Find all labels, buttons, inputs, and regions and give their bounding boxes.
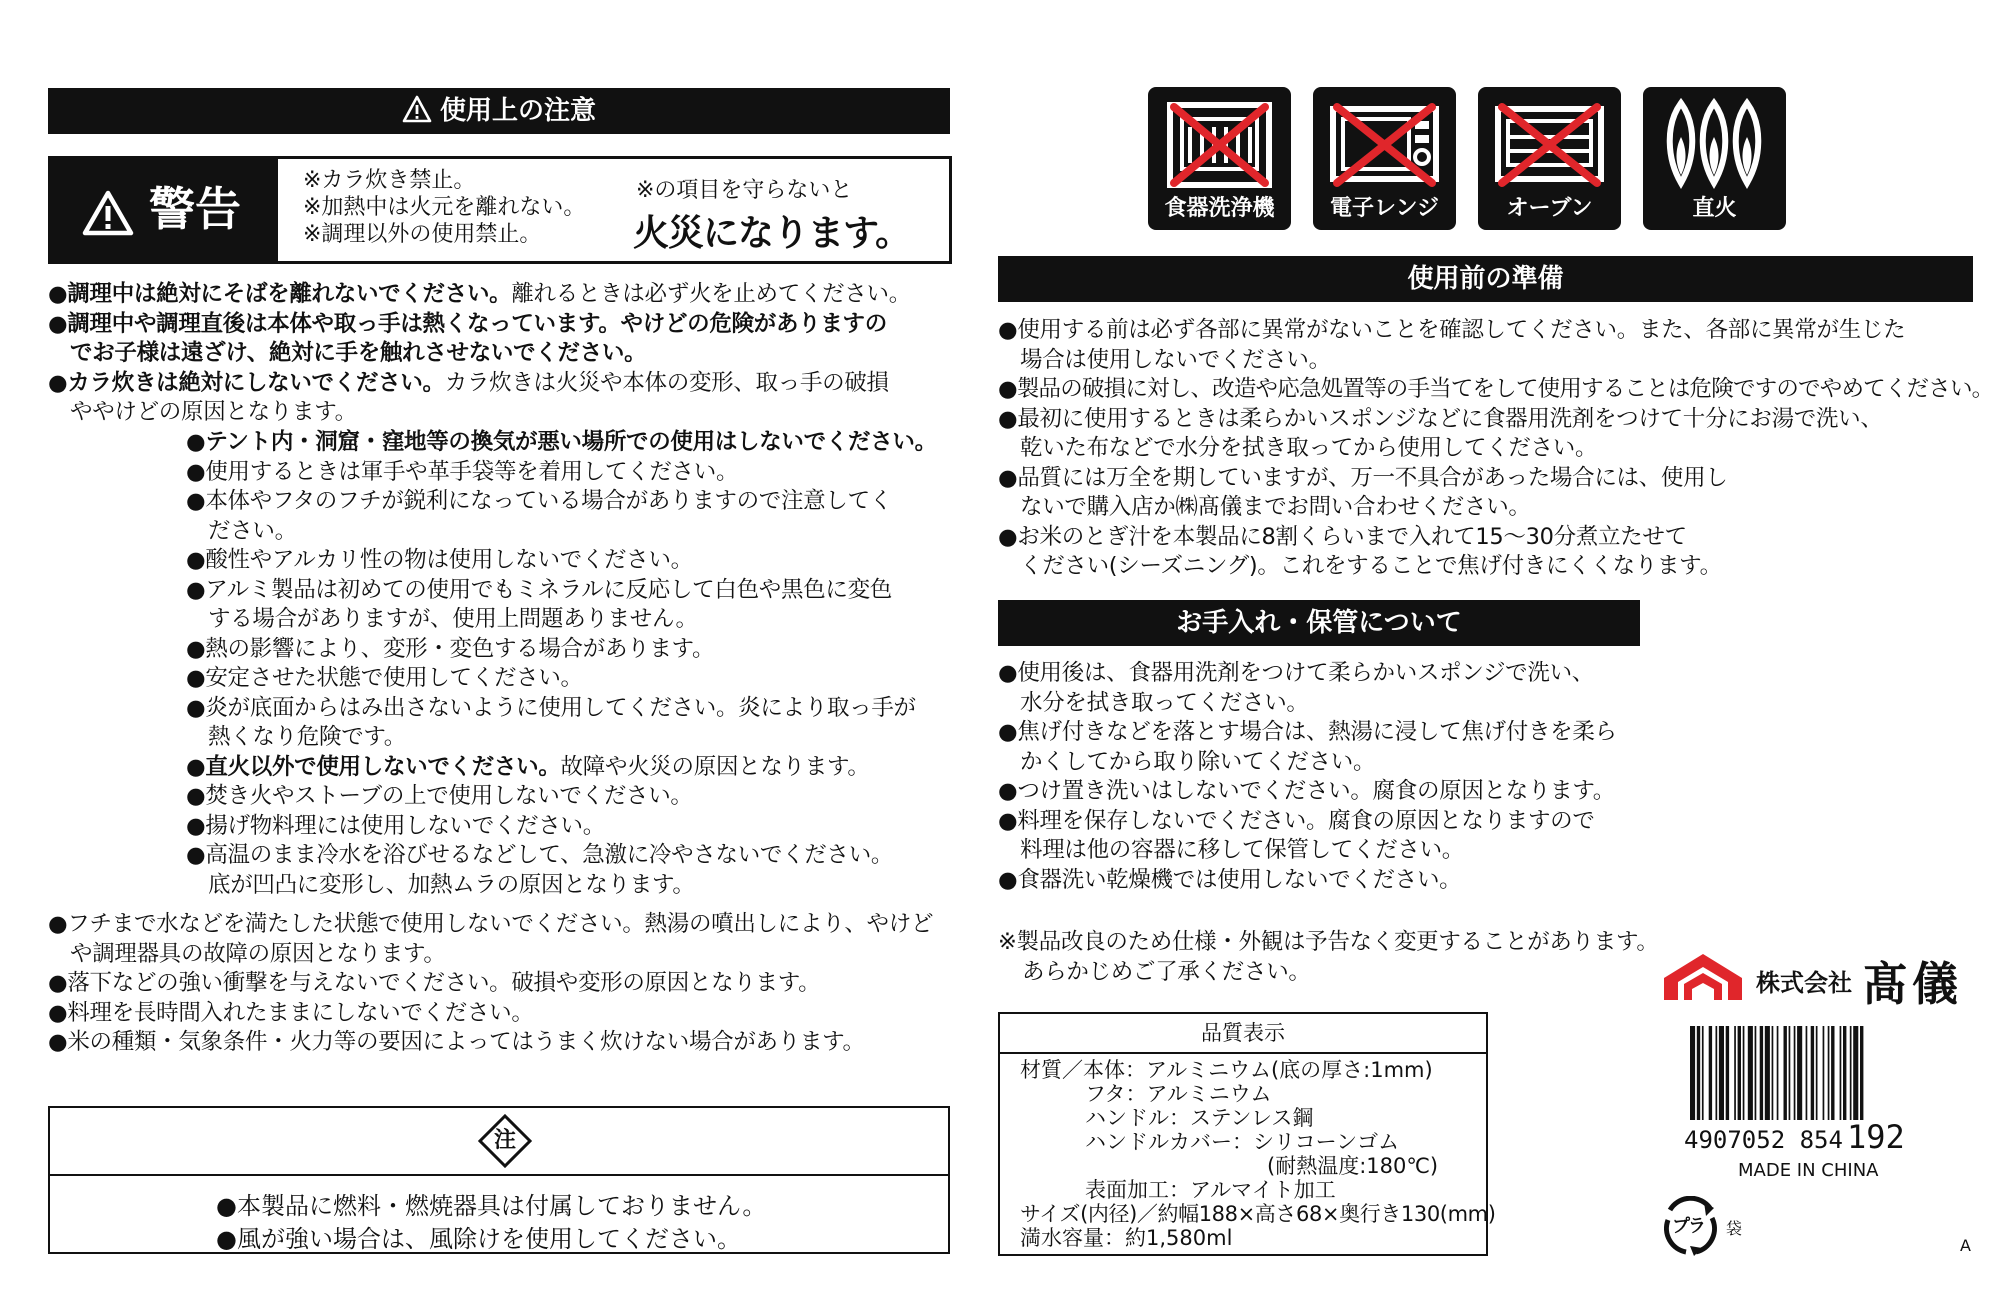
warning-line-1: ※カラ炊き禁止。 <box>303 168 476 193</box>
list-item: ●高温のまま冷水を浴びせるなどして、急激に冷やさないでください。 <box>186 842 894 868</box>
list-item: ●落下などの強い衝撃を与えないでください。破損や変形の原因となります。 <box>48 970 821 996</box>
list-item: ●調理中は絶対にそばを離れないでください。離れるときは必ず火を止めてください。 <box>48 281 911 307</box>
icon-label: 電子レンジ <box>1330 196 1439 221</box>
quality-line: フタ：アルミニウム <box>1085 1082 1272 1106</box>
quality-line: 材質／本体：アルミニウム(底の厚さ:1mm) <box>1020 1058 1433 1082</box>
list-item: ●食器洗い乾燥機では使用しないでください。 <box>998 866 1462 893</box>
list-item: ●テント内・洞窟・窪地等の換気が悪い場所での使用はしないでください。 <box>186 429 937 455</box>
list-item: ●使用する前は必ず各部に異常がないことを確認してください。また、各部に異常が生じた <box>998 317 1906 343</box>
prep-list <box>998 316 1994 582</box>
care-list <box>998 659 1658 895</box>
warning-right-small: ※の項目を守らないと <box>636 178 853 203</box>
list-item: ●揚げ物料理には使用しないでください。 <box>186 812 605 839</box>
list-item: ●安定させた状態で使用してください。 <box>186 665 583 691</box>
icon-label: オーブン <box>1506 196 1593 221</box>
quality-line: (耐熱温度:180℃) <box>1267 1154 1439 1178</box>
list-item: ●本体やフタのフチが鋭利になっている場合がありますので注意してく <box>186 488 892 514</box>
list-item-cont: ださい。 <box>208 517 297 544</box>
list-item: ●料理を保存しないでください。腐食の原因となりますので <box>998 807 1595 834</box>
list-item-cont: 場合は使用しないでください。 <box>1020 346 1331 373</box>
list-item: ●米の種類・気象条件・火力等の要因によってはうまく炊けない場合があります。 <box>48 1029 865 1055</box>
quality-line: 満水容量：約1,580ml <box>1020 1226 1233 1250</box>
warning-line-3: ※調理以外の使用禁止。 <box>303 222 542 247</box>
quality-title: 品質表示 <box>1000 1014 1486 1054</box>
notice-line-1: ※製品改良のため仕様・外観は予告なく変更することがあります。 <box>998 929 1659 955</box>
list-item-cont: や調理器具の故障の原因となります。 <box>70 940 446 967</box>
icon-label: 食器洗浄機 <box>1164 196 1275 221</box>
list-item: ●酸性やアルカリ性の物は使用しないでください。 <box>186 547 693 573</box>
note-symbol: 注 <box>493 1128 516 1153</box>
caution-main-list <box>48 280 953 428</box>
caution-bottom-list <box>48 910 953 1058</box>
list-item-cont: 水分を拭き取ってください。 <box>1020 689 1309 716</box>
warning-triangle-icon <box>81 189 135 241</box>
list-item: ●直火以外で使用しないでください。故障や火災の原因となります。 <box>186 753 870 780</box>
barcode <box>1690 1026 1940 1120</box>
list-item: ●料理を長時間入れたままにしないでください。 <box>48 999 534 1026</box>
quality-line: 表面加工：アルマイト加工 <box>1085 1178 1336 1202</box>
list-item: ●カラ炊きは絶対にしないでください。カラ炊きは火災や本体の変形、取っ手の破損 <box>48 369 889 396</box>
flame-icon <box>1657 97 1772 192</box>
notice-line-2: あらかじめご了承ください。 <box>1022 959 1311 985</box>
dishwasher-icon <box>1162 97 1277 192</box>
recycle-mark-text: プラ <box>1672 1216 1704 1237</box>
list-item-cont: ください(シーズニング)。これをすることで焦げ付きにくくなります。 <box>1020 553 1722 579</box>
warning-triangle-icon <box>402 92 432 138</box>
brand-logo-icon <box>1662 950 1744 1008</box>
caution-sub-list <box>186 428 956 900</box>
warning-title: 警告 <box>149 182 241 236</box>
list-item-cont: 底が凹凸に変形し、加熱ムラの原因となります。 <box>208 871 695 898</box>
list-item-cont: でお子様は遠ざけ、絶対に手を触れさせないでください。 <box>70 340 647 366</box>
warning-right-big: 火災になります。 <box>633 213 911 254</box>
care-header: お手入れ・保管について <box>998 600 1640 646</box>
microwave-icon <box>1327 97 1442 192</box>
list-item: ●炎が底面からはみ出さないように使用してください。炎により取っ手が <box>186 694 916 721</box>
icon-oven <box>1478 87 1621 230</box>
oven-icon <box>1492 97 1607 192</box>
made-in: MADE IN CHINA <box>1738 1160 1879 1181</box>
list-item-cont: 熱くなり危険です。 <box>208 724 407 750</box>
list-item-cont: ないで購入店か㈱髙儀までお問い合わせください。 <box>1020 494 1531 520</box>
icon-label: 直火 <box>1692 196 1737 221</box>
corner-mark: A <box>1960 1236 1971 1255</box>
warning-line-2: ※加熱中は火元を離れない。 <box>303 195 586 220</box>
note-header-divider <box>50 1174 948 1176</box>
list-item-cont: 乾いた布などで水分を拭き取ってから使用してください。 <box>1020 435 1598 461</box>
quality-line: ハンドルカバー：シリコーンゴム <box>1085 1130 1400 1154</box>
warning-title-block <box>51 159 278 261</box>
note-line-2: ●風が強い場合は、風除けを使用してください。 <box>216 1225 741 1253</box>
list-item-cont: かくしてから取り除いてください。 <box>1020 748 1376 775</box>
list-item: ●焦げ付きなどを落とす場合は、熱湯に浸して焦げ付きを柔ら <box>998 719 1617 745</box>
caution-header <box>48 88 950 134</box>
prep-header: 使用前の準備 <box>998 256 1973 302</box>
icon-open-flame <box>1643 87 1786 230</box>
icon-dishwasher <box>1148 87 1291 230</box>
list-item: ●フチまで水などを満たした状態で使用しないでください。熱湯の噴出しにより、やけど <box>48 911 934 937</box>
list-item: ●使用するときは軍手や革手袋等を着用してください。 <box>186 458 739 485</box>
list-item: ●アルミ製品は初めての使用でもミネラルに反応して白色や黒色に変色 <box>186 576 892 603</box>
note-line-1: ●本製品に燃料・燃焼器具は付属しておりません。 <box>216 1192 767 1220</box>
list-item: ●つけ置き洗いはしないでください。腐食の原因となります。 <box>998 778 1615 804</box>
barcode-number: 4907052 854 192 <box>1684 1118 1905 1156</box>
list-item: ●お米のとぎ汁を本製品に8割くらいまで入れて15〜30分煮立たせて <box>998 523 1687 550</box>
list-item: ●品質には万全を期していますが、万一不具合があった場合には、使用し <box>998 464 1728 491</box>
quality-line: ハンドル：ステンレス鋼 <box>1085 1106 1314 1130</box>
recycle-suffix: 袋 <box>1726 1219 1743 1238</box>
list-item: ●熱の影響により、変形・変色する場合があります。 <box>186 635 715 662</box>
note-box <box>48 1106 950 1254</box>
list-item: ●製品の破損に対し、改造や応急処置等の手当てをして使用することは危険ですのでやめてください。 <box>998 376 1994 402</box>
list-item: ●最初に使用するときは柔らかいスポンジなどに食器用洗剤をつけて十分にお湯で洗い、 <box>998 405 1883 432</box>
warning-box <box>48 156 952 264</box>
quality-line: サイズ(内径)／約幅188×高さ68×奥行き130(mm) <box>1020 1202 1496 1226</box>
brand-name: 髙儀 <box>1862 957 1962 1011</box>
list-item: ●焚き火やストーブの上で使用しないでください。 <box>186 783 693 809</box>
list-item-cont: 料理は他の容器に移して保管してください。 <box>1020 837 1465 863</box>
icon-microwave <box>1313 87 1456 230</box>
list-item-cont: する場合がありますが、使用上問題ありません。 <box>208 606 698 632</box>
brand-prefix: 株式会社 <box>1756 969 1852 997</box>
list-item: ●調理中や調理直後は本体や取っ手は熱くなっています。やけどの危険がありますの <box>48 310 887 337</box>
quality-box <box>998 1012 1496 1256</box>
list-item: ●使用後は、食器用洗剤をつけて柔らかいスポンジで洗い、 <box>998 660 1594 686</box>
caution-header-text: 使用上の注意 <box>439 96 596 126</box>
list-item-cont: ややけどの原因となります。 <box>70 399 357 425</box>
